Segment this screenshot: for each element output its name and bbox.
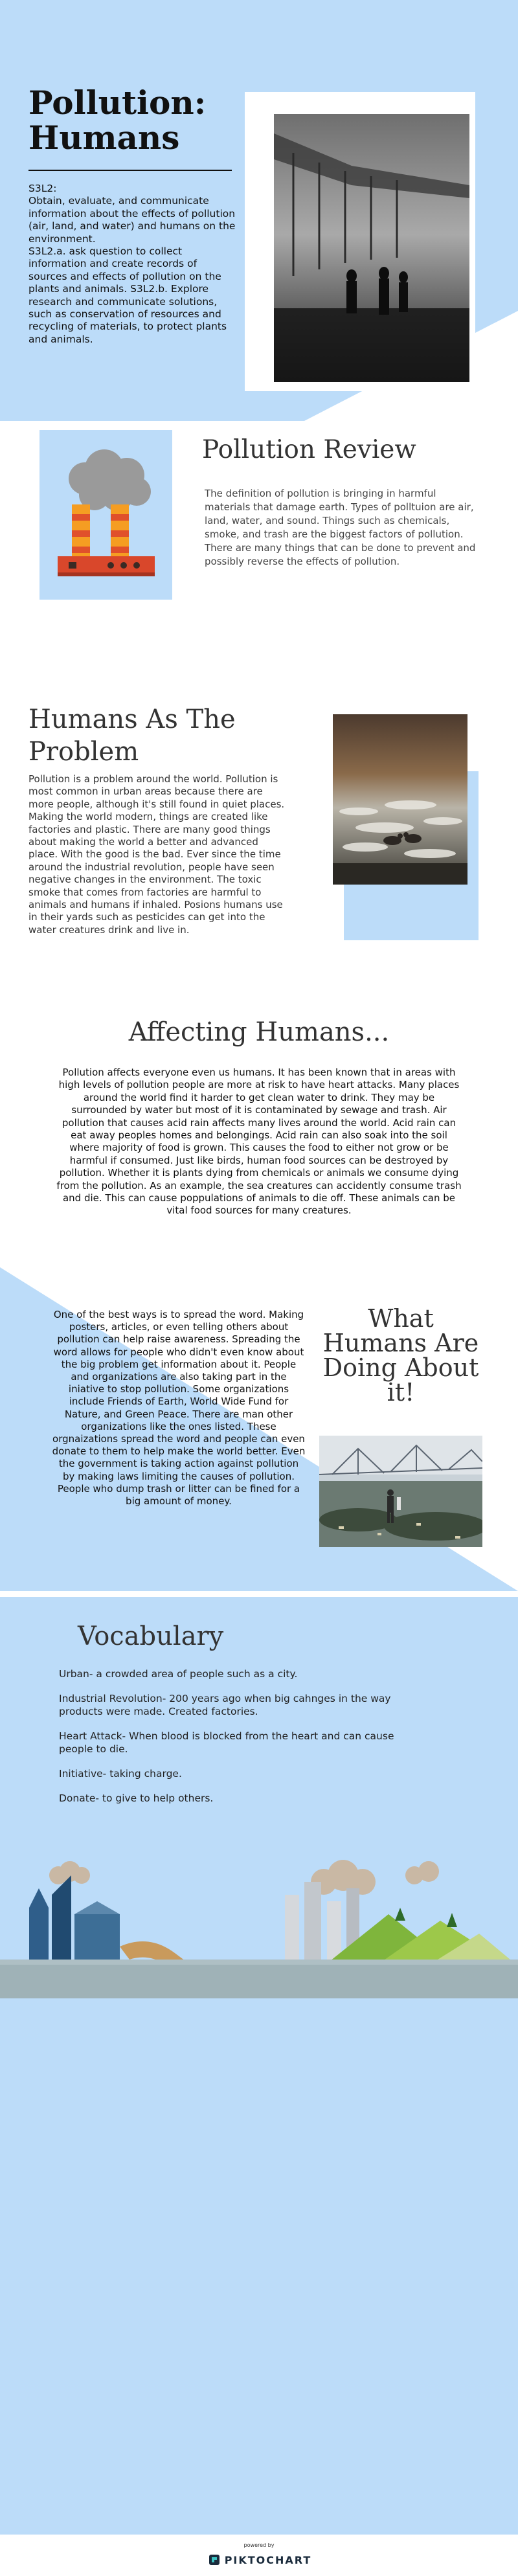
title-divider [28,170,232,171]
what-humans-doing-text: One of the best ways is to spread the word. Making posters, articles, or even telling others about pollution can help raise awareness. Spreading the word allows for people who didn't even know about the big problem get information about it. People and organizations are also taking part in the iniative to stop pollution. Some organizations include Friends of Earth, World Wide Fund for Nature, and Green Peace. There are man other organizations like the ones listed. These orgnaizations spread the word and people can even donate to them to help make the world better. Even the government is taking action against pollution by making laws limiting the causes of pollution. People who dump trash or litter can be fined for a big amount of money. [52,1309,306,1508]
piktochart-brand-text: PIKTOCHART [224,2553,312,2566]
humans-problem-heading: Humans As The Problem [28,705,236,767]
factory-icon [39,430,172,600]
standards-text: S3L2: Obtain, evaluate, and communicate information about the effects of pollution (air, land, and water) and humans on the environment. S3L2.a. ask question to collect information and create records of sources and effects of pollution on the plants and animals. S3L2.b. Explore research and communicate solutions, such as conservation of resources and recycling of materials, to protect plants and animals. [28,183,236,345]
pollution-landscape-illustration [0,1856,518,1998]
vocabulary-section [0,1597,518,2576]
intro-section [0,0,518,421]
vocab-item: Donate- to give to help others. [59,1792,214,1805]
affecting-humans-heading: Affecting Humans... [128,1017,390,1047]
vocab-item: Initiative- taking charge. [59,1768,182,1780]
affecting-humans-section [0,989,518,1591]
humans-problem-text: Pollution is a problem around the world. Pollution is most common in urban areas because there are more people, although it's still found in quiet places. Making the world modern, things are created like factories and plastic. There are many good things about making the world a better and advanced place. With the good is the bad. Ever since the time around the industrial revolution, people have seen negative changes in the environment. The toxic smoke that comes from factories are harmful to animals and humans if inhaled. Posions humans use in their yards such as pesticides can get into the water creatures drink and live in. [28,773,285,936]
piktochart-logo-icon [208,2553,221,2566]
vocabulary-heading: Vocabulary [78,1621,224,1651]
polluted-beach-birds-photo [333,714,467,885]
vocab-item: Heart Attack- When blood is blocked from the heart and can cause people to die. [59,1730,394,1755]
pollution-review-text: The definition of pollution is bringing in harmful materials that damage earth. Types of polltuion are air, land, water, and sound. Things such as chemicals, smoke, and trash are the biggest factors of pollution. There are many things that can be done to prevent and possibly reverse the effects of pollution. [205,488,476,567]
polluted-river-bridge-photo [319,1436,482,1547]
powered-by-label: powered by [243,2542,275,2548]
vocab-item: Industrial Revolution- 200 years ago when big cahnges in the way products were made. Created factories. [59,1693,391,1717]
page-title: Pollution: Humans [28,84,207,157]
pollution-review-heading: Pollution Review [202,435,416,464]
vocab-item: Urban- a crowded area of people such as a city. [59,1668,298,1680]
smoggy-bridge-photo [274,114,469,382]
vocabulary-list [59,1668,422,1818]
intro-photo-frame [245,92,475,391]
factory-illustration-box [39,430,172,600]
affecting-humans-text: Pollution affects everyone even us humans. It has been known that in areas with high levels of pollution people are more at risk to have heart attacks. Many places around the world find it harder to get clean water to drink. They may be surrounded by water but most of it is contaminated by sewage and trash. Air pollution that causes acid rain affects many lives around the world. Acid rain can eat away peoples homes and belongings. Acid rain can also soak into the soil where majority of food is grown. This causes the food to either not grow or be harmful if consumed. Just like birds, human food sources can be destroyed by pollution. Whether it is plants dying from chemicals or animals we consume dying from the pollution. As an example, the sea creatures can accidently consume trash and die. This can cause poppulations of animals to die off. These animals can be vital food sources for many creatures. [56,1067,462,1217]
what-humans-doing-heading: What Humans Are Doing About it! [322,1304,479,1407]
piktochart-logo[interactable] [198,2551,321,2568]
